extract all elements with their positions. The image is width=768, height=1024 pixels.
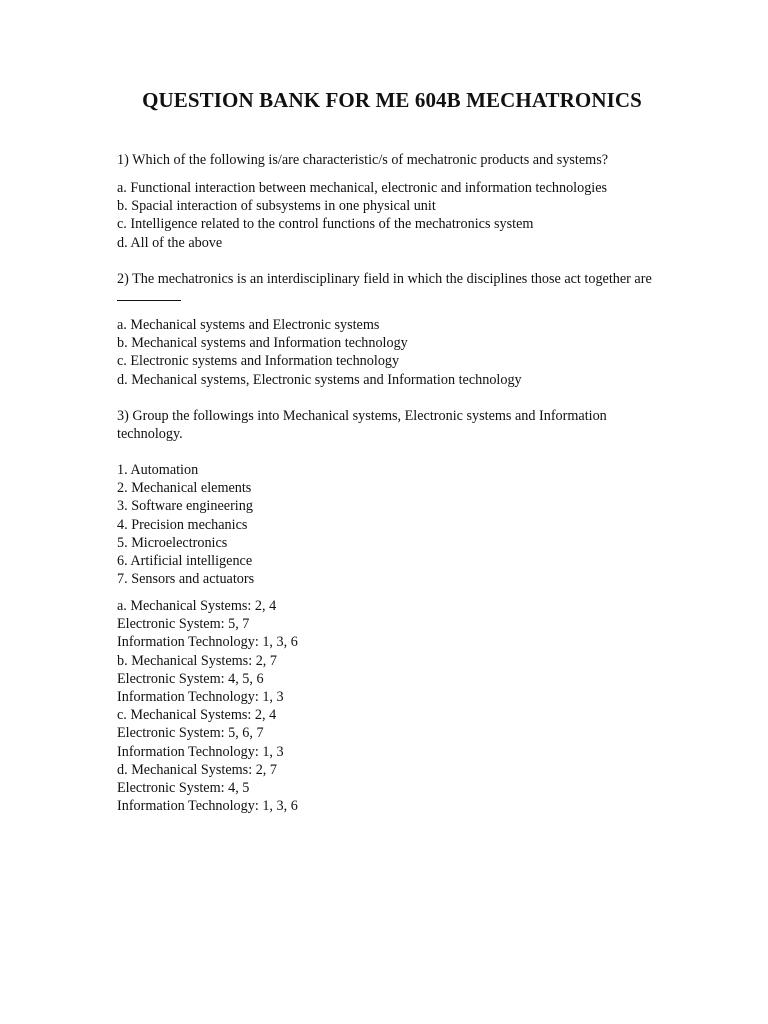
list-item: 4. Precision mechanics	[117, 516, 248, 533]
question-3	[117, 407, 677, 443]
option-item: Electronic System: 4, 5	[117, 780, 250, 797]
question-3-options	[117, 597, 677, 815]
option-item: Information Technology: 1, 3	[117, 689, 284, 706]
option-item: d. All of the above	[117, 234, 223, 251]
option-item: b. Spacial interaction of subsystems in one physical unit	[117, 198, 436, 215]
option-item: d. Mechanical systems, Electronic systems and Information technology	[117, 371, 522, 388]
question-2-text: 2) The mechatronics is an interdisciplinary field in which the disciplines those act together are	[117, 271, 652, 287]
document-title: QUESTION BANK FOR ME 604B MECHATRONICS	[142, 88, 642, 112]
option-item: Information Technology: 1, 3, 6	[117, 798, 298, 815]
option-item: Electronic System: 5, 7	[117, 616, 250, 633]
question-2-options	[117, 316, 677, 389]
option-item: a. Mechanical systems and Electronic systems	[117, 317, 380, 333]
option-item: Electronic System: 4, 5, 6	[117, 670, 264, 687]
option-item: c. Mechanical Systems: 2, 4	[117, 707, 277, 724]
question-1	[117, 151, 677, 169]
answer-blank	[117, 288, 677, 306]
list-item: 2. Mechanical elements	[117, 480, 252, 497]
question-1-options	[117, 179, 677, 252]
option-item: a. Functional interaction between mechanical, electronic and information technologies	[117, 180, 608, 196]
question-3-text-line2: technology.	[117, 426, 183, 443]
option-item: b. Mechanical Systems: 2, 7	[117, 652, 277, 669]
list-item: 1. Automation	[117, 462, 199, 478]
option-item: d. Mechanical Systems: 2, 7	[117, 761, 277, 778]
question-3-text-line1: 3) Group the followings into Mechanical systems, Electronic systems and Information	[117, 408, 607, 424]
option-item: Information Technology: 1, 3, 6	[117, 634, 298, 651]
question-1-text: 1) Which of the following is/are characteristic/s of mechatronic products and systems?	[117, 152, 609, 168]
list-item: 3. Software engineering	[117, 498, 253, 515]
option-item: c. Electronic systems and Information technology	[117, 353, 400, 370]
list-item: 5. Microelectronics	[117, 534, 228, 551]
question-3-items	[117, 461, 677, 588]
option-item: a. Mechanical Systems: 2, 4	[117, 598, 277, 614]
list-item: 7. Sensors and actuators	[117, 571, 255, 588]
option-item: Electronic System: 5, 6, 7	[117, 725, 264, 742]
option-item: b. Mechanical systems and Information technology	[117, 335, 408, 352]
list-item: 6. Artificial intelligence	[117, 553, 253, 570]
question-2	[117, 270, 677, 306]
option-item: c. Intelligence related to the control functions of the mechatronics system	[117, 216, 534, 233]
option-item: Information Technology: 1, 3	[117, 743, 284, 760]
